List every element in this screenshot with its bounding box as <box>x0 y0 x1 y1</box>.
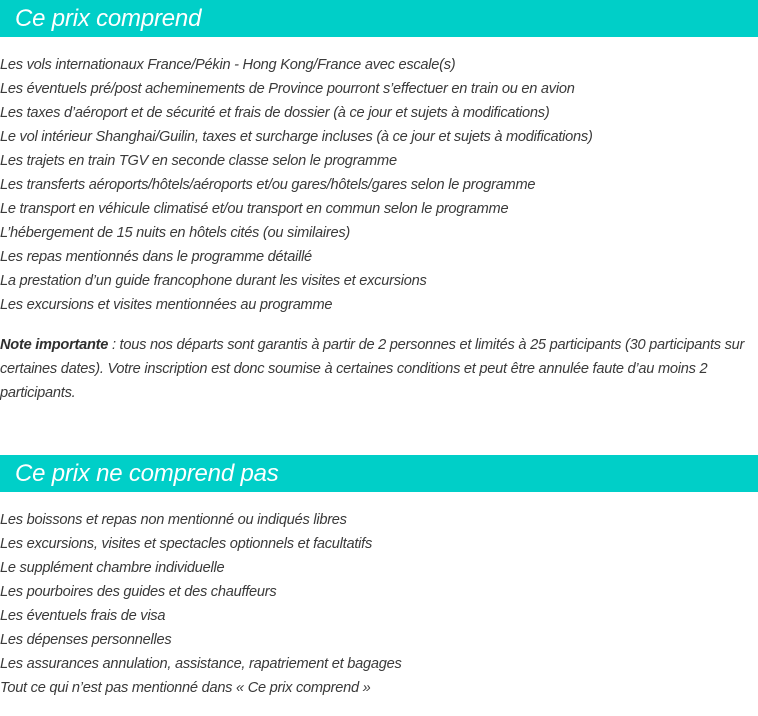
included-item: Le transport en véhicule climatisé et/ou transport en commun selon le programme <box>0 201 509 217</box>
included-section-header <box>0 0 758 37</box>
excluded-section-title: Ce prix ne comprend pas <box>15 459 279 487</box>
important-note-text: : tous nos départs sont garantis à partir de 2 personnes et limités à 25 participants (30 participants sur certaines dates). Votre inscription est donc soumise à certaines conditions et peut être annulée faute d’au moins 2 participants. <box>0 337 745 401</box>
excluded-item: Tout ce qui n’est pas mentionné dans « Ce prix comprend » <box>0 680 371 696</box>
included-item: Les vols internationaux France/Pékin - Hong Kong/France avec escale(s) <box>0 57 456 73</box>
included-item: La prestation d’un guide francophone durant les visites et excursions <box>0 273 427 289</box>
excluded-list <box>0 508 758 700</box>
excluded-item: Les excursions, visites et spectacles optionnels et facultatifs <box>0 536 372 552</box>
included-list <box>0 53 758 317</box>
included-section-title: Ce prix comprend <box>15 4 202 32</box>
excluded-item: Les pourboires des guides et des chauffeurs <box>0 584 277 600</box>
included-item: Les excursions et visites mentionnées au programme <box>0 297 333 313</box>
excluded-item: Les assurances annulation, assistance, rapatriement et bagages <box>0 656 402 672</box>
included-item: Les taxes d’aéroport et de sécurité et frais de dossier (à ce jour et sujets à modifications) <box>0 105 550 121</box>
excluded-item: Les boissons et repas non mentionné ou indiqués libres <box>0 512 347 528</box>
excluded-item: Le supplément chambre individuelle <box>0 560 225 576</box>
included-item: Les trajets en train TGV en seconde classe selon le programme <box>0 153 397 169</box>
important-note-label: Note importante <box>0 337 109 353</box>
included-item: Les transferts aéroports/hôtels/aéroports et/ou gares/hôtels/gares selon le programme <box>0 177 536 193</box>
included-item: Le vol intérieur Shanghai/Guilin, taxes et surcharge incluses (à ce jour et sujets à modifications) <box>0 129 593 145</box>
excluded-section-header <box>0 455 758 492</box>
important-note <box>0 333 758 405</box>
excluded-item: Les dépenses personnelles <box>0 632 172 648</box>
excluded-item: Les éventuels frais de visa <box>0 608 166 624</box>
included-item: Les repas mentionnés dans le programme détaillé <box>0 249 312 265</box>
included-item: Les éventuels pré/post acheminements de Province pourront s’effectuer en train ou en avion <box>0 81 575 97</box>
included-item: L’hébergement de 15 nuits en hôtels cités (ou similaires) <box>0 225 350 241</box>
